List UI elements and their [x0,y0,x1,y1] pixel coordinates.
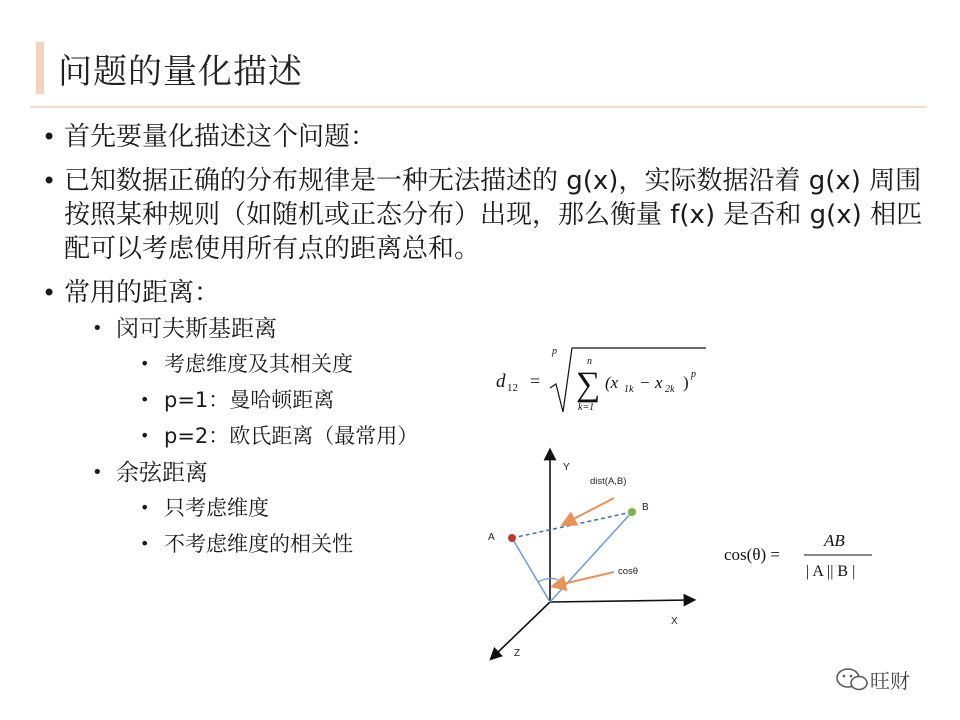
point-b [628,508,636,516]
x-axis-label: X [671,616,678,627]
z-axis [494,602,550,656]
z-axis-label: Z [514,648,521,659]
cos-numerator: AB [824,531,845,550]
formula-term: (x [605,373,619,392]
vector-diagram [478,440,708,670]
subbullet-cosine: • 余弦距离 [42,456,922,490]
cos-lhs: cos(θ) = [724,545,780,564]
title-accent-bar [36,42,44,94]
subbullet-minkowski: • 闵可夫斯基距离 [42,312,922,346]
subsub-bullet: • p=2：欧氏距离（最常用） [42,418,922,454]
subsub-bullet: • 只考虑维度 [42,490,922,526]
cosine-formula [720,524,880,586]
y-axis-label: Y [563,462,570,473]
dist-label: dist(A,B) [590,476,627,487]
formula-sum-upper: n [587,356,592,367]
formula-sub2: 2k [665,384,675,395]
formula-sum: ∑ [576,366,601,403]
bullet-1: • 首先要量化描述这个问题： [42,120,924,154]
vector-b [550,512,632,602]
distance-line [512,512,632,538]
cos-denominator: | A || B | [806,563,856,580]
subsub-bullet: • p=1：曼哈顿距离 [42,382,922,418]
subsub-bullet: • 考虑维度及其相关度 [42,346,922,382]
watermark-text: 旺财 [870,669,910,693]
point-b-label: B [642,502,649,513]
cos-pointer-arrow [554,572,614,586]
formula-term2: x [655,373,663,392]
angle-arc [538,578,558,582]
x-axis [550,600,690,602]
point-a-label: A [488,532,495,543]
slide-title: 问题的量化描述 [58,52,303,92]
cos-label: cosθ [618,566,639,577]
minkowski-formula [492,340,722,420]
formula-close: ) [683,373,689,392]
formula-minus: − [640,373,650,392]
formula-sub1: 1k [624,384,634,395]
vector-a [512,538,550,602]
formula-lhs-sub: 12 [507,382,518,394]
title-divider [30,106,926,108]
formula-root-index: p [552,346,557,357]
formula-sum-lower: k=1 [578,402,595,413]
subsub-bullet: • 不考虑维度的相关性 [42,526,922,562]
bullet-3: • 常用的距离： [42,276,924,310]
formula-power: p [691,369,696,380]
bullet-2: • 已知数据正确的分布规律是一种无法描述的 g(x)，实际数据沿着 g(x) 周围按照某种规则（如随机或正态分布）出现，那么衡量 f(x) 是否和 g(x) 相匹配可以考虑使用所有点的距离总和。 [42,164,924,266]
formula-lhs: d [496,371,506,392]
dist-pointer-arrow [564,498,614,524]
point-a [508,534,516,542]
formula-eq: = [530,371,541,391]
